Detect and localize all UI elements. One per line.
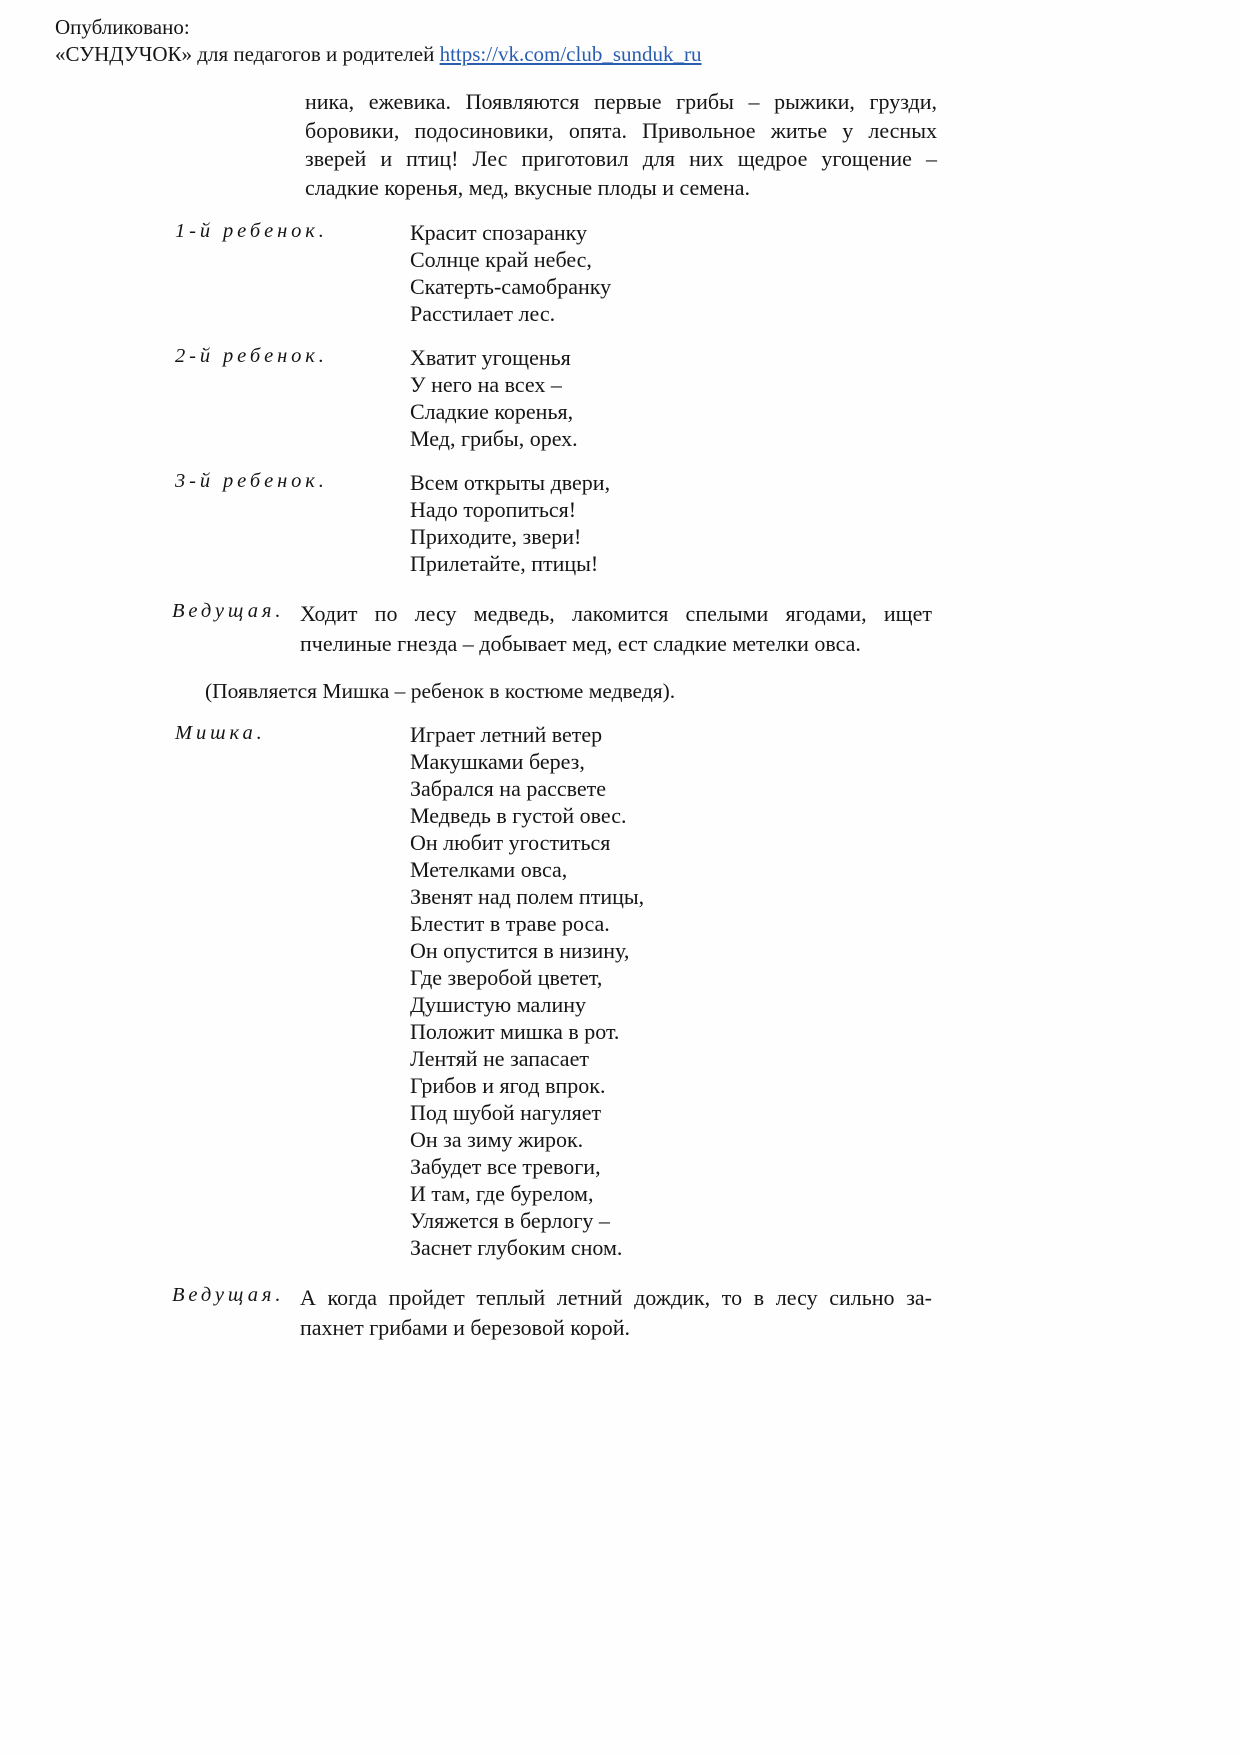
text-line: Мед, грибы, орех.	[410, 426, 578, 451]
dialogue-entry	[175, 219, 1240, 327]
community-line	[55, 41, 1240, 68]
text-line: Солнце край небес,	[410, 247, 592, 272]
text-line: У него на всех –	[410, 372, 562, 397]
text-line: Где зверобой цветет,	[410, 965, 603, 990]
text-line: Ходит по лесу медведь, лакомится спелыми ягодами, ищет	[300, 601, 932, 626]
text-line: Макушками берез,	[410, 749, 585, 774]
text-line: Всем открыты двери,	[410, 470, 611, 495]
text-line: Расстилает лес.	[410, 301, 556, 326]
published-label: Опубликовано:	[55, 15, 190, 39]
speaker-label: Мишка.	[175, 722, 266, 744]
text-line: Под шубой нагуляет	[410, 1100, 602, 1125]
text-line: Скатерть-самобранку	[410, 274, 612, 299]
dialogue-section	[0, 219, 1240, 1343]
verse-lines	[410, 219, 611, 327]
text-line: пахнет грибами и березовой корой.	[300, 1315, 631, 1340]
intro-line: боровики, подосиновики, опята. Привольное житье у лесных	[305, 117, 937, 143]
speaker-label: 1-й ребенок.	[175, 220, 328, 242]
text-line: Заснет глубоким сном.	[410, 1235, 623, 1260]
dialogue-entry	[175, 344, 1240, 452]
text-line: Блестит в траве роса.	[410, 911, 610, 936]
text-line: Лентяй не запасает	[410, 1046, 589, 1071]
text-line: Звенят над полем птицы,	[410, 884, 645, 909]
text-line: Медведь в густой овес.	[410, 803, 627, 828]
text-line: Он любит угоститься	[410, 830, 611, 855]
text-line: Приходите, звери!	[410, 524, 582, 549]
text-line: Уляжется в берлогу –	[410, 1208, 610, 1233]
stage-direction: (Появляется Мишка – ребенок в костюме медведя).	[205, 679, 676, 703]
text-line: Играет летний ветер	[410, 722, 603, 747]
intro-line: зверей и птиц! Лес приготовил для них щедрое угощение –	[305, 146, 937, 171]
text-line: Положит мишка в рот.	[410, 1019, 620, 1044]
speaker-label: 2-й ребенок.	[175, 345, 328, 367]
text-line: Метелками овса,	[410, 857, 568, 882]
speaker-label: Ведущая.	[172, 1284, 285, 1306]
dialogue-entry	[175, 721, 1240, 1261]
text-line: Хватит угощенья	[410, 345, 571, 370]
verse-lines	[410, 721, 644, 1261]
vk-link[interactable]: https://vk.com/club_sunduk_ru	[439, 42, 702, 66]
verse-lines	[410, 469, 610, 577]
header	[0, 0, 1240, 68]
text-line: Душистую малину	[410, 992, 586, 1017]
community-prefix: «СУНДУЧОК» для педагогов и родителей	[55, 42, 440, 66]
text-line: Прилетайте, птицы!	[410, 551, 599, 576]
prose-text	[300, 599, 932, 659]
text-line: А когда пройдет теплый летний дождик, то в лесу сильно за-	[300, 1285, 932, 1310]
dialogue-entry	[172, 599, 1240, 659]
text-line: Красит спозаранку	[410, 220, 587, 245]
prose-text	[300, 1283, 932, 1343]
text-line: Надо торопиться!	[410, 497, 577, 522]
speaker-label: Ведущая.	[172, 600, 285, 622]
intro-line: сладкие коренья, мед, вкусные плоды и семена.	[305, 174, 751, 200]
text-line: Он за зиму жирок.	[410, 1127, 584, 1152]
dialogue-entry	[175, 469, 1240, 577]
text-line: Он опустится в низину,	[410, 938, 630, 963]
text-line: Сладкие коренья,	[410, 399, 574, 424]
text-line: Забрался на рассвете	[410, 776, 607, 801]
text-line: Грибов и ягод впрок.	[410, 1073, 606, 1098]
speaker-label: 3-й ребенок.	[175, 470, 328, 492]
text-line: И там, где бурелом,	[410, 1181, 594, 1206]
intro-paragraph	[305, 88, 937, 202]
verse-lines	[410, 344, 578, 452]
dialogue-entry	[172, 1283, 1240, 1343]
text-line: пчелиные гнезда – добывает мед, ест сладкие метелки овса.	[300, 631, 861, 656]
intro-line: ника, ежевика. Появляются первые грибы – рыжики, грузди,	[305, 89, 937, 114]
text-line: Забудет все тревоги,	[410, 1154, 601, 1179]
